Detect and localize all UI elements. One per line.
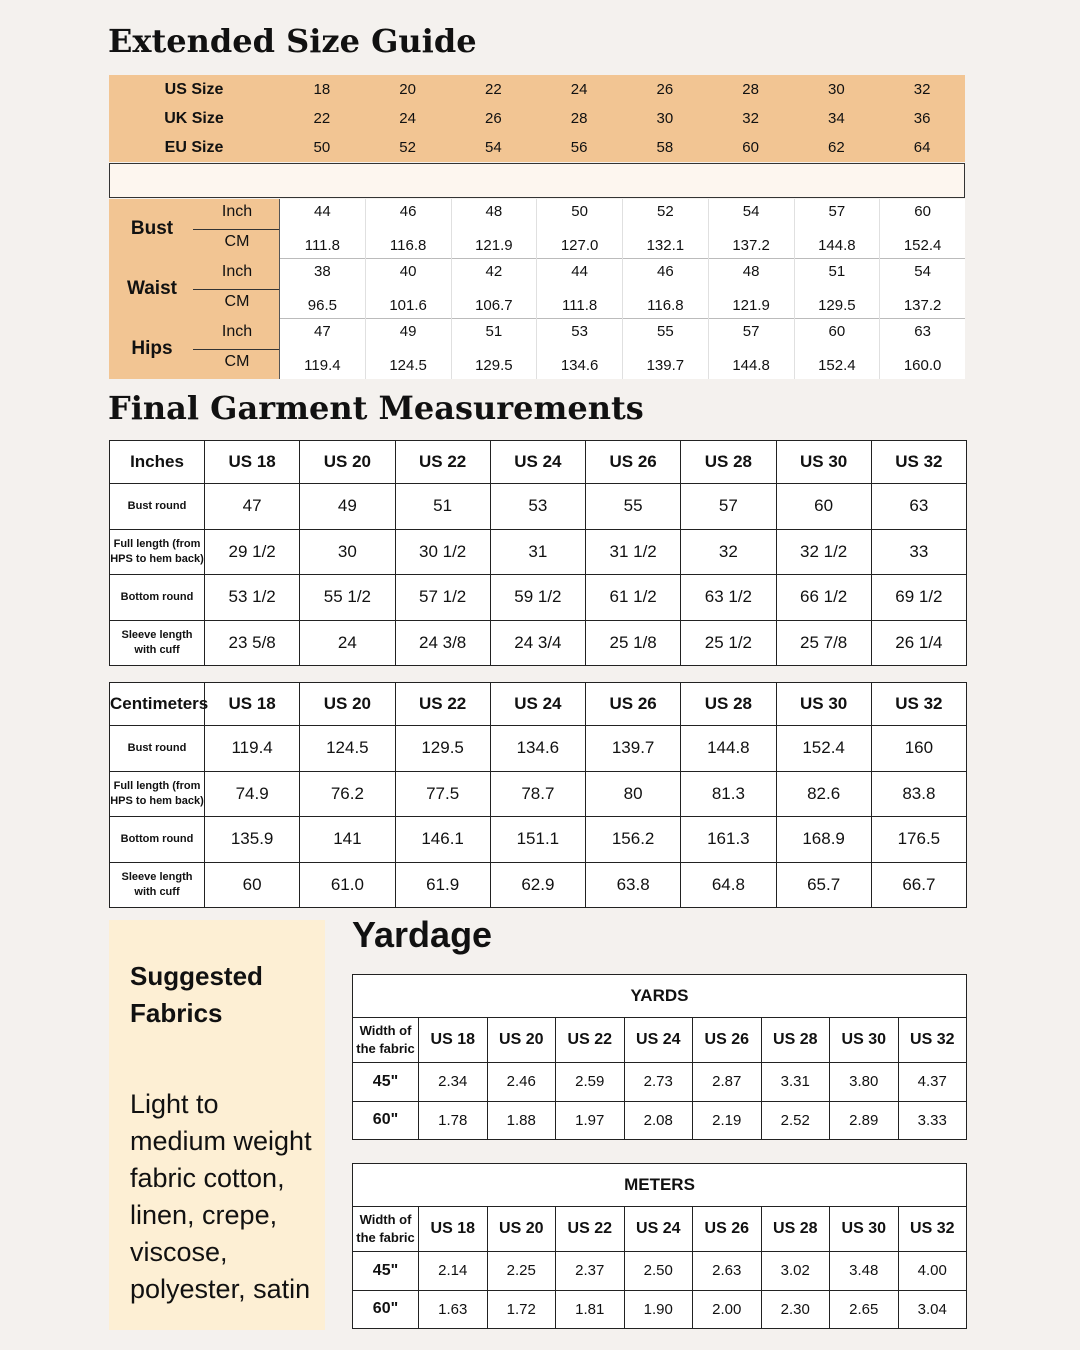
size-header: US 18 bbox=[205, 441, 300, 484]
cm-row bbox=[279, 349, 965, 379]
value-cell: 57 bbox=[708, 319, 794, 349]
size-header: US 32 bbox=[871, 683, 966, 726]
garment-cm-table bbox=[109, 682, 967, 908]
size-header: US 20 bbox=[300, 441, 395, 484]
size-header: US 32 bbox=[898, 1018, 967, 1063]
table-row bbox=[353, 1252, 967, 1291]
value-cell: 32 1/2 bbox=[776, 529, 871, 575]
size-value: 58 bbox=[656, 139, 674, 156]
value-cell: 78.7 bbox=[490, 771, 585, 817]
inch-row bbox=[279, 259, 965, 289]
value-cell: 2.59 bbox=[556, 1063, 625, 1102]
uk-size-row bbox=[109, 104, 965, 133]
value-cell: 51 bbox=[794, 259, 880, 289]
measurement-group-bust bbox=[109, 199, 965, 259]
value-cell: 60 bbox=[205, 862, 300, 908]
size-value: 64 bbox=[913, 139, 931, 156]
divider bbox=[193, 229, 279, 230]
value-cell: 137.2 bbox=[879, 289, 965, 319]
size-value: 54 bbox=[485, 139, 502, 156]
cm-row bbox=[279, 229, 965, 259]
value-cell: 63 bbox=[871, 484, 966, 530]
value-cell: 69 1/2 bbox=[871, 575, 966, 621]
value-cell: 49 bbox=[365, 319, 451, 349]
value-cell: 1.88 bbox=[487, 1101, 556, 1140]
value-cell: 137.2 bbox=[708, 229, 794, 259]
value-cell: 30 bbox=[300, 529, 395, 575]
value-cell: 2.87 bbox=[693, 1063, 762, 1102]
value-cell: 2.89 bbox=[830, 1101, 899, 1140]
value-cell: 129.5 bbox=[395, 726, 490, 772]
size-values bbox=[279, 110, 965, 127]
size-row-label: US Size bbox=[164, 80, 224, 98]
value-cell: 65.7 bbox=[776, 862, 871, 908]
table-row bbox=[110, 726, 967, 772]
value-cell: 152.4 bbox=[776, 726, 871, 772]
table-row bbox=[110, 771, 967, 817]
value-cell: 31 bbox=[490, 529, 585, 575]
size-value: 60 bbox=[742, 139, 759, 156]
size-header: US 30 bbox=[776, 441, 871, 484]
value-cell: 3.33 bbox=[898, 1101, 967, 1140]
size-header: US 20 bbox=[300, 683, 395, 726]
value-cell: 57 1/2 bbox=[395, 575, 490, 621]
measurement-label-cell bbox=[109, 199, 279, 259]
measurement-name: Hips bbox=[131, 338, 173, 359]
value-cell: 60 bbox=[776, 484, 871, 530]
value-cell: 44 bbox=[536, 259, 622, 289]
value-cell: 48 bbox=[451, 199, 537, 229]
value-cell: 111.8 bbox=[279, 229, 365, 259]
size-header: US 20 bbox=[487, 1207, 556, 1252]
value-cell: 25 1/2 bbox=[681, 620, 776, 666]
value-cell: 168.9 bbox=[776, 817, 871, 863]
value-cell: 1.97 bbox=[556, 1101, 625, 1140]
divider bbox=[193, 289, 279, 290]
measurement-label-cell bbox=[109, 259, 279, 319]
size-header: US 28 bbox=[761, 1207, 830, 1252]
value-cell: 2.34 bbox=[419, 1063, 488, 1102]
width-label: Width of the fabric bbox=[353, 1018, 419, 1063]
row-label: Bust round bbox=[110, 726, 205, 772]
fabric-width: 45" bbox=[353, 1252, 419, 1291]
size-header: US 32 bbox=[898, 1207, 967, 1252]
value-cell: 3.02 bbox=[761, 1252, 830, 1291]
table-row bbox=[110, 620, 967, 666]
size-header: US 24 bbox=[490, 441, 585, 484]
suggested-fabrics-panel bbox=[109, 920, 325, 1330]
value-cell: 176.5 bbox=[871, 817, 966, 863]
measurement-values bbox=[279, 259, 965, 319]
value-cell: 2.65 bbox=[830, 1290, 899, 1329]
value-cell: 24 3/8 bbox=[395, 620, 490, 666]
value-cell: 111.8 bbox=[536, 289, 622, 319]
measurement-label-cell bbox=[109, 319, 279, 379]
value-cell: 55 bbox=[586, 484, 681, 530]
table-row bbox=[353, 1101, 967, 1140]
fabrics-description: Light to medium weight fabric cotton, linen, crepe, viscose, polyester, satin bbox=[130, 1089, 312, 1304]
value-cell: 24 bbox=[300, 620, 395, 666]
value-cell: 63.8 bbox=[586, 862, 681, 908]
value-cell: 63 1/2 bbox=[681, 575, 776, 621]
size-header: US 18 bbox=[205, 683, 300, 726]
value-cell: 2.30 bbox=[761, 1290, 830, 1329]
value-cell: 1.81 bbox=[556, 1290, 625, 1329]
size-header: US 26 bbox=[586, 683, 681, 726]
value-cell: 44 bbox=[279, 199, 365, 229]
value-cell: 101.6 bbox=[365, 289, 451, 319]
value-cell: 1.72 bbox=[487, 1290, 556, 1329]
value-cell: 57 bbox=[681, 484, 776, 530]
size-value: 24 bbox=[570, 81, 588, 98]
cm-row bbox=[279, 289, 965, 319]
measurement-name: Waist bbox=[127, 278, 177, 299]
size-header: US 22 bbox=[556, 1018, 625, 1063]
garment-title: Final Garment Measurements bbox=[108, 389, 644, 427]
value-cell: 121.9 bbox=[451, 229, 537, 259]
value-cell: 48 bbox=[708, 259, 794, 289]
header-row bbox=[353, 1207, 967, 1252]
value-cell: 2.14 bbox=[419, 1252, 488, 1291]
size-header: US 26 bbox=[586, 441, 681, 484]
value-cell: 144.8 bbox=[794, 229, 880, 259]
measurement-values bbox=[279, 199, 965, 259]
unit-label: Inch bbox=[221, 323, 253, 340]
unit-label: CM bbox=[224, 233, 250, 250]
value-cell: 52 bbox=[622, 199, 708, 229]
value-cell: 3.31 bbox=[761, 1063, 830, 1102]
value-cell: 42 bbox=[451, 259, 537, 289]
size-value: 36 bbox=[913, 110, 931, 127]
size-header: US 30 bbox=[830, 1018, 899, 1063]
value-cell: 25 1/8 bbox=[586, 620, 681, 666]
size-header: US 20 bbox=[487, 1018, 556, 1063]
value-cell: 82.6 bbox=[776, 771, 871, 817]
caption-row bbox=[353, 1164, 967, 1207]
size-values bbox=[279, 81, 965, 98]
unit-label: Inch bbox=[221, 263, 253, 280]
value-cell: 25 7/8 bbox=[776, 620, 871, 666]
size-header: US 24 bbox=[624, 1018, 693, 1063]
value-cell: 54 bbox=[708, 199, 794, 229]
unit-corner: Inches bbox=[110, 441, 205, 484]
value-cell: 2.46 bbox=[487, 1063, 556, 1102]
measurement-group-waist bbox=[109, 259, 965, 319]
value-cell: 80 bbox=[586, 771, 681, 817]
table-row bbox=[110, 817, 967, 863]
eu-size-row bbox=[109, 133, 965, 162]
header-row bbox=[110, 441, 967, 484]
value-cell: 62.9 bbox=[490, 862, 585, 908]
row-label: Sleeve length with cuff bbox=[110, 620, 205, 666]
value-cell: 49 bbox=[300, 484, 395, 530]
value-cell: 30 1/2 bbox=[395, 529, 490, 575]
value-cell: 2.08 bbox=[624, 1101, 693, 1140]
value-cell: 32 bbox=[681, 529, 776, 575]
yardage-title: Yardage bbox=[352, 914, 493, 955]
row-label: Bottom round bbox=[110, 817, 205, 863]
size-value: 56 bbox=[570, 139, 588, 156]
row-label: Sleeve length with cuff bbox=[110, 862, 205, 908]
unit-corner: Centimeters bbox=[110, 683, 205, 726]
size-header: US 24 bbox=[490, 683, 585, 726]
inch-row bbox=[279, 319, 965, 349]
yardage-meters-table bbox=[352, 1163, 967, 1329]
size-value: 28 bbox=[570, 110, 588, 127]
value-cell: 40 bbox=[365, 259, 451, 289]
size-header: US 30 bbox=[776, 683, 871, 726]
size-header: US 26 bbox=[693, 1018, 762, 1063]
value-cell: 2.73 bbox=[624, 1063, 693, 1102]
value-cell: 134.6 bbox=[536, 349, 622, 379]
caption-row bbox=[353, 975, 967, 1018]
value-cell: 3.80 bbox=[830, 1063, 899, 1102]
size-header: US 22 bbox=[395, 441, 490, 484]
value-cell: 152.4 bbox=[879, 229, 965, 259]
row-label: Bottom round bbox=[110, 575, 205, 621]
blank-spacer-row bbox=[109, 163, 965, 198]
value-cell: 29 1/2 bbox=[205, 529, 300, 575]
size-conversion-header bbox=[109, 75, 965, 162]
value-cell: 129.5 bbox=[451, 349, 537, 379]
table-row bbox=[353, 1063, 967, 1102]
fabric-width: 45" bbox=[353, 1063, 419, 1102]
size-header: US 22 bbox=[395, 683, 490, 726]
body-measurements bbox=[109, 199, 965, 379]
value-cell: 54 bbox=[879, 259, 965, 289]
size-value: 20 bbox=[399, 81, 416, 98]
value-cell: 66.7 bbox=[871, 862, 966, 908]
value-cell: 77.5 bbox=[395, 771, 490, 817]
table-row bbox=[110, 484, 967, 530]
value-cell: 3.48 bbox=[830, 1252, 899, 1291]
value-cell: 139.7 bbox=[586, 726, 681, 772]
size-value: 50 bbox=[313, 139, 331, 156]
value-cell: 46 bbox=[365, 199, 451, 229]
header-row bbox=[353, 1018, 967, 1063]
value-cell: 152.4 bbox=[794, 349, 880, 379]
value-cell: 60 bbox=[794, 319, 880, 349]
value-cell: 116.8 bbox=[622, 289, 708, 319]
table-row bbox=[110, 862, 967, 908]
value-cell: 61.9 bbox=[395, 862, 490, 908]
size-value: 30 bbox=[656, 110, 674, 127]
size-value: 32 bbox=[742, 110, 759, 127]
value-cell: 2.00 bbox=[693, 1290, 762, 1329]
value-cell: 124.5 bbox=[365, 349, 451, 379]
size-value: 62 bbox=[828, 139, 845, 156]
value-cell: 2.25 bbox=[487, 1252, 556, 1291]
value-cell: 1.63 bbox=[419, 1290, 488, 1329]
value-cell: 116.8 bbox=[365, 229, 451, 259]
measurement-name: Bust bbox=[130, 218, 174, 239]
measurement-values bbox=[279, 319, 965, 379]
value-cell: 31 1/2 bbox=[586, 529, 681, 575]
value-cell: 134.6 bbox=[490, 726, 585, 772]
value-cell: 61.0 bbox=[300, 862, 395, 908]
size-value: 24 bbox=[399, 110, 416, 127]
yardage-yards-table bbox=[352, 974, 967, 1140]
fabric-width: 60" bbox=[353, 1101, 419, 1140]
garment-inches-table bbox=[109, 440, 967, 666]
value-cell: 144.8 bbox=[681, 726, 776, 772]
size-header: US 26 bbox=[693, 1207, 762, 1252]
value-cell: 4.00 bbox=[898, 1252, 967, 1291]
value-cell: 50 bbox=[536, 199, 622, 229]
value-cell: 127.0 bbox=[536, 229, 622, 259]
value-cell: 161.3 bbox=[681, 817, 776, 863]
table-row bbox=[110, 529, 967, 575]
value-cell: 2.63 bbox=[693, 1252, 762, 1291]
value-cell: 26 1/4 bbox=[871, 620, 966, 666]
value-cell: 129.5 bbox=[794, 289, 880, 319]
value-cell: 96.5 bbox=[279, 289, 365, 319]
value-cell: 2.19 bbox=[693, 1101, 762, 1140]
size-guide-title: Extended Size Guide bbox=[108, 22, 477, 60]
value-cell: 51 bbox=[451, 319, 537, 349]
unit-label: Inch bbox=[221, 203, 253, 220]
size-header: US 32 bbox=[871, 441, 966, 484]
header-row bbox=[110, 683, 967, 726]
size-guide-table bbox=[109, 75, 965, 379]
size-header: US 18 bbox=[419, 1018, 488, 1063]
value-cell: 51 bbox=[395, 484, 490, 530]
size-value: 52 bbox=[399, 139, 416, 156]
value-cell: 4.37 bbox=[898, 1063, 967, 1102]
table-row bbox=[110, 575, 967, 621]
unit-label: CM bbox=[224, 293, 250, 310]
value-cell: 47 bbox=[279, 319, 365, 349]
size-header: US 28 bbox=[681, 441, 776, 484]
unit-caption: YARDS bbox=[353, 975, 967, 1018]
value-cell: 47 bbox=[205, 484, 300, 530]
value-cell: 141 bbox=[300, 817, 395, 863]
value-cell: 160 bbox=[871, 726, 966, 772]
us-size-row bbox=[109, 75, 965, 104]
table-row bbox=[353, 1290, 967, 1329]
value-cell: 160.0 bbox=[879, 349, 965, 379]
size-value: 26 bbox=[485, 110, 502, 127]
value-cell: 2.50 bbox=[624, 1252, 693, 1291]
size-header: US 30 bbox=[830, 1207, 899, 1252]
value-cell: 2.52 bbox=[761, 1101, 830, 1140]
value-cell: 3.04 bbox=[898, 1290, 967, 1329]
value-cell: 132.1 bbox=[622, 229, 708, 259]
size-value: 18 bbox=[313, 81, 331, 98]
value-cell: 106.7 bbox=[451, 289, 537, 319]
size-header: US 18 bbox=[419, 1207, 488, 1252]
value-cell: 38 bbox=[279, 259, 365, 289]
unit-label: CM bbox=[224, 353, 250, 370]
size-value: 30 bbox=[828, 81, 845, 98]
size-value: 32 bbox=[913, 81, 931, 98]
value-cell: 53 bbox=[490, 484, 585, 530]
value-cell: 46 bbox=[622, 259, 708, 289]
value-cell: 63 bbox=[879, 319, 965, 349]
row-label: Bust round bbox=[110, 484, 205, 530]
value-cell: 74.9 bbox=[205, 771, 300, 817]
value-cell: 64.8 bbox=[681, 862, 776, 908]
value-cell: 139.7 bbox=[622, 349, 708, 379]
value-cell: 135.9 bbox=[205, 817, 300, 863]
value-cell: 119.4 bbox=[279, 349, 365, 379]
value-cell: 76.2 bbox=[300, 771, 395, 817]
value-cell: 33 bbox=[871, 529, 966, 575]
value-cell: 151.1 bbox=[490, 817, 585, 863]
size-header: US 24 bbox=[624, 1207, 693, 1252]
value-cell: 53 1/2 bbox=[205, 575, 300, 621]
value-cell: 83.8 bbox=[871, 771, 966, 817]
value-cell: 144.8 bbox=[708, 349, 794, 379]
inch-row bbox=[279, 199, 965, 229]
value-cell: 124.5 bbox=[300, 726, 395, 772]
value-cell: 60 bbox=[879, 199, 965, 229]
value-cell: 55 1/2 bbox=[300, 575, 395, 621]
value-cell: 1.78 bbox=[419, 1101, 488, 1140]
unit-caption: METERS bbox=[353, 1164, 967, 1207]
size-value: 34 bbox=[828, 110, 845, 127]
value-cell: 66 1/2 bbox=[776, 575, 871, 621]
size-row-label: EU Size bbox=[164, 138, 224, 156]
size-header: US 28 bbox=[761, 1018, 830, 1063]
size-value: 26 bbox=[656, 81, 674, 98]
value-cell: 2.37 bbox=[556, 1252, 625, 1291]
row-label: Full length (from HPS to hem back) bbox=[110, 771, 205, 817]
value-cell: 146.1 bbox=[395, 817, 490, 863]
value-cell: 156.2 bbox=[586, 817, 681, 863]
value-cell: 55 bbox=[622, 319, 708, 349]
value-cell: 57 bbox=[794, 199, 880, 229]
size-header: US 22 bbox=[556, 1207, 625, 1252]
value-cell: 53 bbox=[536, 319, 622, 349]
value-cell: 81.3 bbox=[681, 771, 776, 817]
fabric-width: 60" bbox=[353, 1290, 419, 1329]
row-label: Full length (from HPS to hem back) bbox=[110, 529, 205, 575]
fabrics-title: Suggested Fabrics bbox=[130, 961, 263, 1028]
value-cell: 24 3/4 bbox=[490, 620, 585, 666]
width-label: Width of the fabric bbox=[353, 1207, 419, 1252]
size-values bbox=[279, 139, 965, 156]
size-value: 22 bbox=[313, 110, 331, 127]
divider bbox=[193, 349, 279, 350]
value-cell: 61 1/2 bbox=[586, 575, 681, 621]
value-cell: 59 1/2 bbox=[490, 575, 585, 621]
value-cell: 1.90 bbox=[624, 1290, 693, 1329]
measurement-group-hips bbox=[109, 319, 965, 379]
size-header: US 28 bbox=[681, 683, 776, 726]
value-cell: 23 5/8 bbox=[205, 620, 300, 666]
size-row-label: UK Size bbox=[164, 109, 224, 127]
value-cell: 121.9 bbox=[708, 289, 794, 319]
size-value: 28 bbox=[742, 81, 759, 98]
value-cell: 119.4 bbox=[205, 726, 300, 772]
size-value: 22 bbox=[485, 81, 502, 98]
